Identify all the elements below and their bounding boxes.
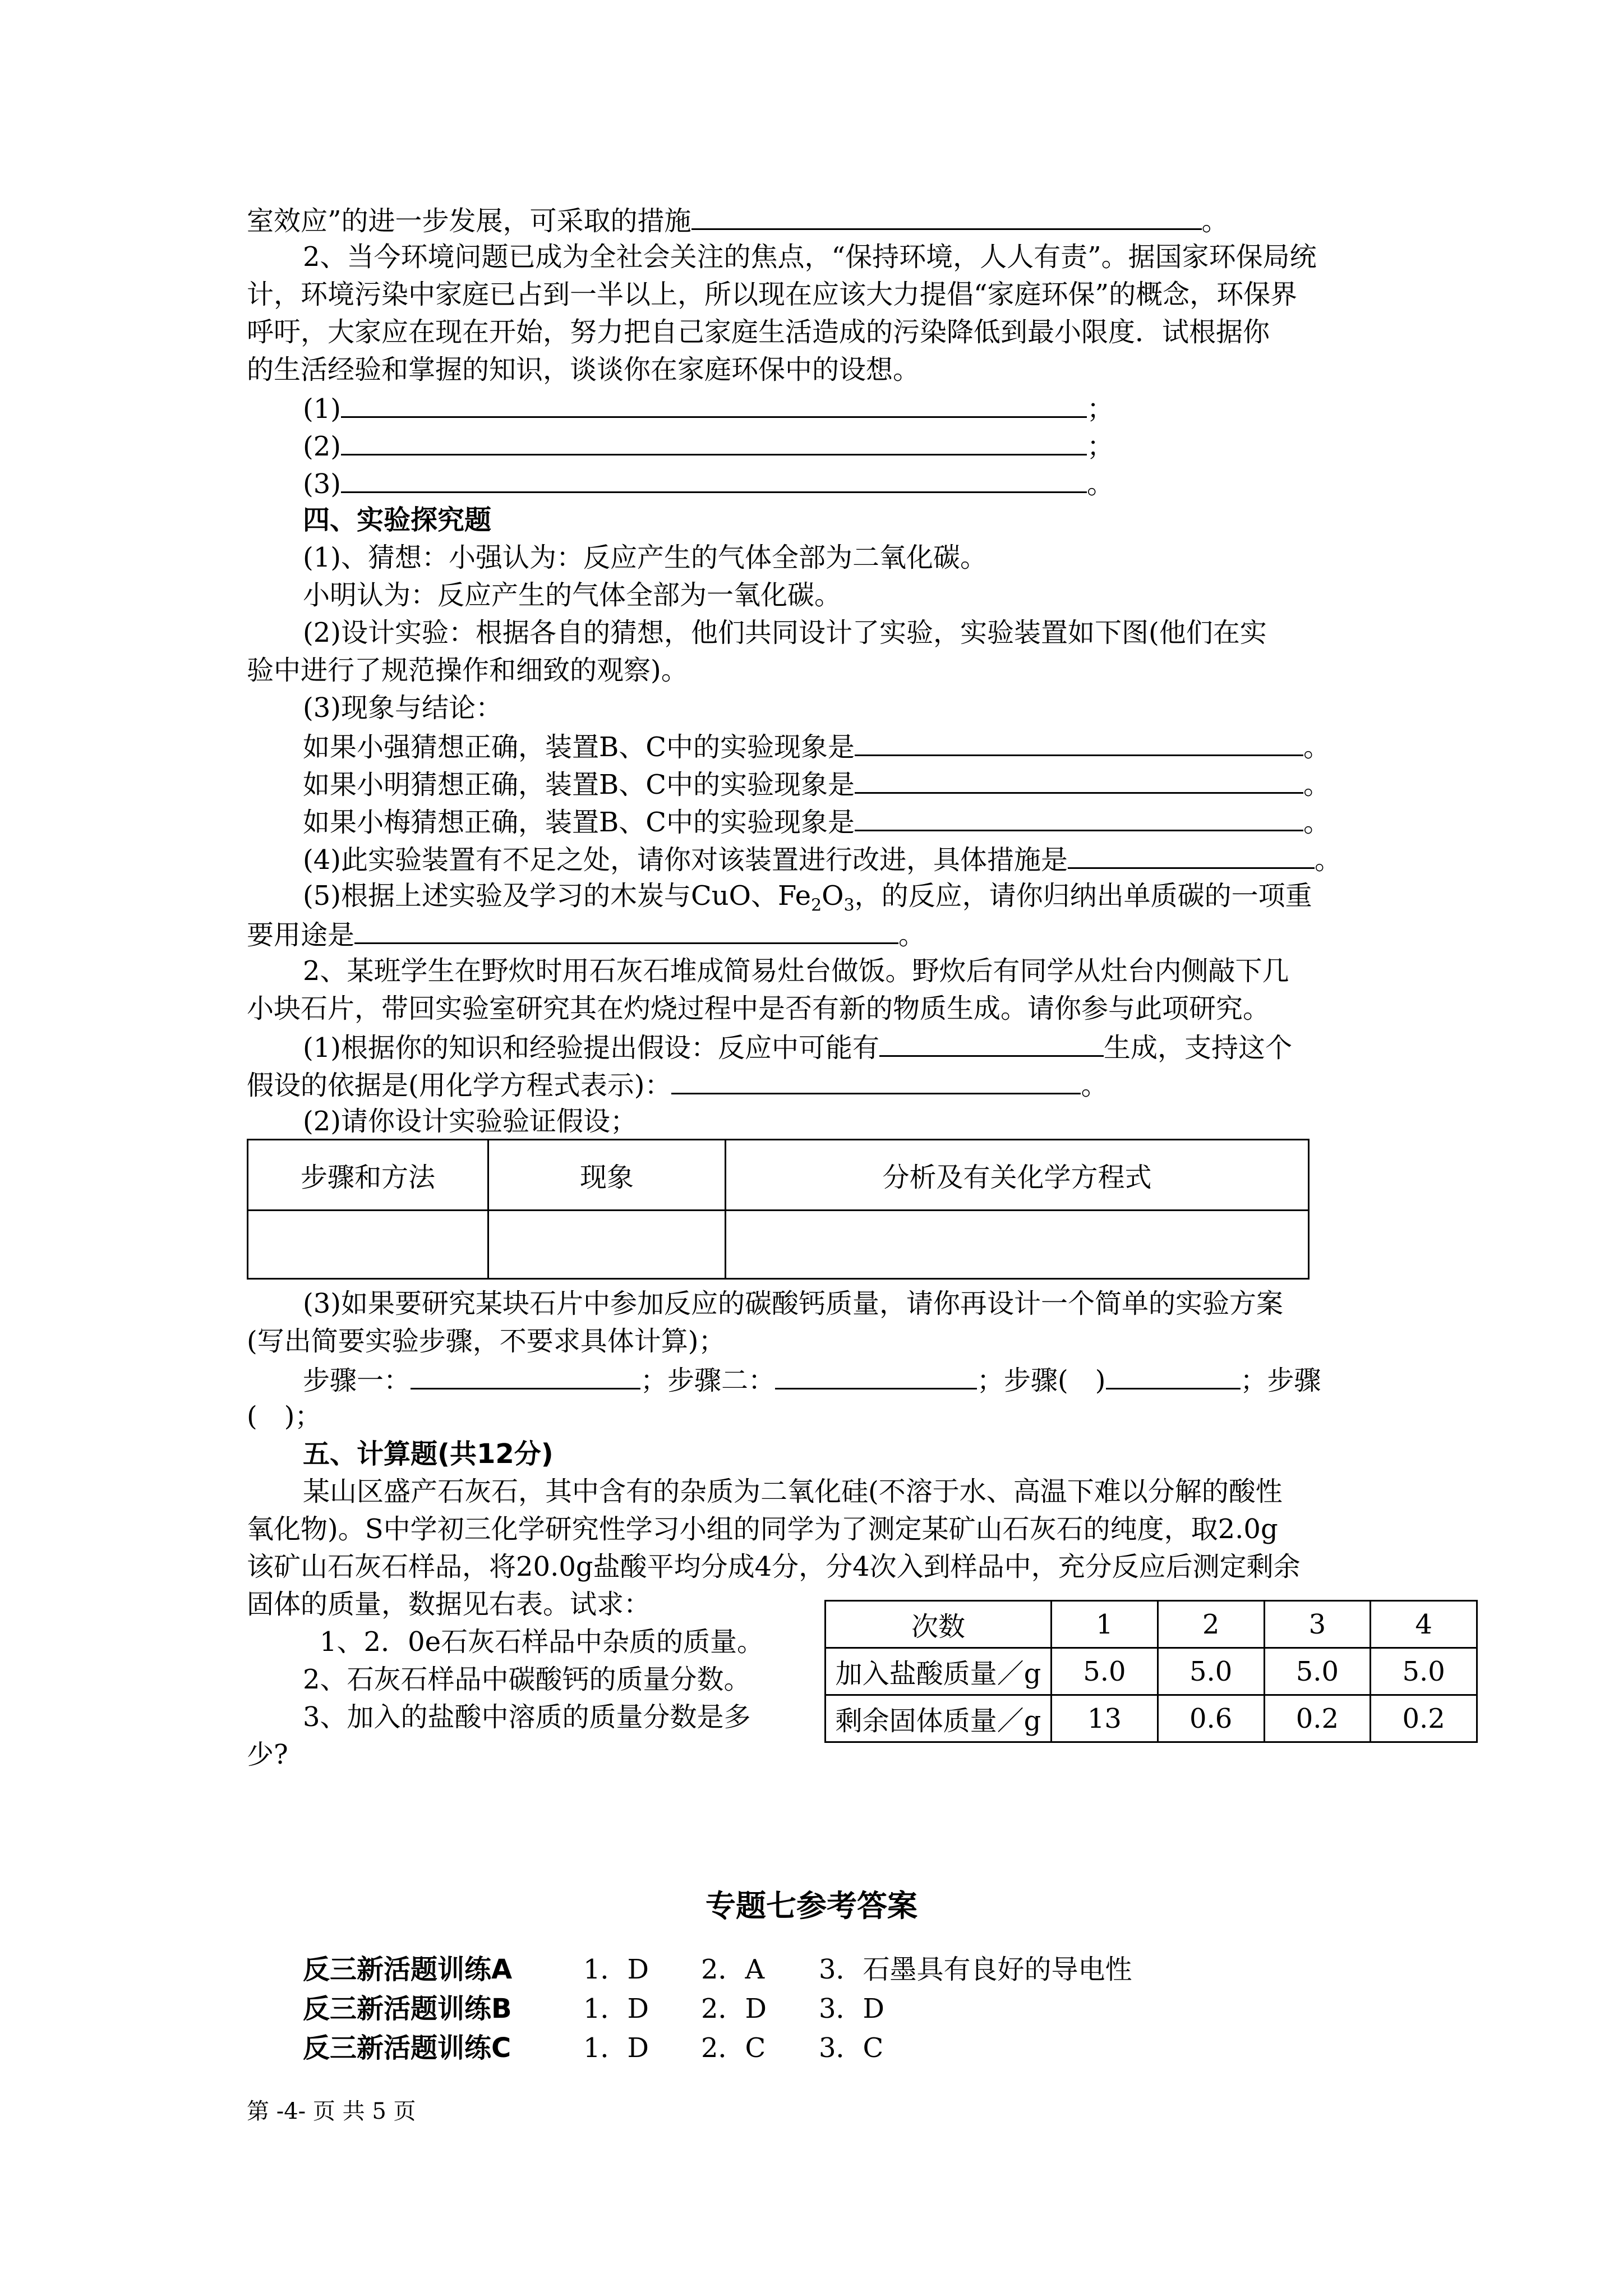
text: 。: [1081, 1070, 1108, 1101]
table-cell: 5.0: [1371, 1648, 1477, 1695]
table-header-cell: 3: [1264, 1601, 1371, 1648]
text: ；: [1087, 431, 1114, 462]
text: (1)根据你的知识和经验提出假设：反应中可能有: [303, 1032, 879, 1064]
answer-blank: [855, 726, 1303, 756]
q1-continuation: [247, 200, 1229, 240]
text: 。: [1201, 205, 1229, 237]
item-number: (1): [303, 393, 341, 425]
s4-line-6: [303, 726, 1330, 766]
answer-value: 3．C: [819, 2032, 884, 2064]
text: 生成，支持这个: [1104, 1032, 1293, 1064]
s4-line-5: (3)现象与结论：: [303, 692, 502, 724]
answer-blank: [354, 914, 898, 944]
answer-blank: [1068, 839, 1315, 869]
answer-blank: [1106, 1360, 1241, 1389]
answer-label: 反三新活题训练A: [303, 1954, 513, 1985]
table-cell: 加入盐酸质量／g: [826, 1648, 1052, 1695]
s5-question-3-cont: 少?: [247, 1739, 288, 1770]
section-5-heading: 五、计算题(共12分): [303, 1438, 554, 1470]
text: 。: [1303, 731, 1331, 763]
text: 。: [898, 919, 926, 951]
answer-blank: [855, 802, 1303, 831]
item-number: (2): [303, 431, 341, 462]
text: ；步骤( ): [977, 1365, 1106, 1396]
text: 要用途是: [247, 919, 355, 951]
text: ；步骤二：: [640, 1365, 776, 1396]
text: ，的反应，请你归纳出单质碳的一项重: [854, 880, 1312, 912]
table-row: [248, 1211, 1309, 1279]
answer-row-c: [303, 2029, 883, 2067]
answer-value: 3．石墨具有良好的导电性: [819, 1954, 1132, 1985]
text: 室效应”的进一步发展，可采取的措施: [247, 205, 691, 237]
s4-q3-line-3: [303, 1360, 1321, 1400]
s5-line-3: 该矿山石灰石样品，将20.0g盐酸平均分成4分，分4次入到样品中，充分反应后测定剩余: [247, 1551, 1301, 1582]
s4-line-1: (1)、猜想：小强认为：反应产生的气体全部为二氧化碳。: [303, 542, 987, 573]
text: 假设的依据是(用化学方程式表示)：: [247, 1070, 672, 1101]
answer-value: 2．C: [701, 2032, 766, 2064]
text: (5)根据上述实验及学习的木炭与CuO、Fe: [303, 880, 811, 912]
s4-q3-line-2: (写出简要实验步骤，不要求具体计算)；: [247, 1326, 726, 1357]
text: (4)此实验装置有不足之处，请你对该装置进行改进，具体措施是: [303, 844, 1068, 876]
answer-blank: [879, 1027, 1104, 1057]
s5-line-2: 氧化物)。S中学初三化学研究性学习小组的同学为了测定某矿山石灰石的纯度，取2.0g: [247, 1513, 1278, 1545]
answer-blank: [775, 1360, 977, 1389]
experiment-table: [247, 1139, 1310, 1280]
table-cell: 0.2: [1264, 1695, 1371, 1742]
subscript: 2: [811, 895, 822, 915]
table-cell: [248, 1211, 488, 1279]
table-cell: [488, 1211, 726, 1279]
table-header-cell: 现象: [488, 1140, 726, 1211]
answer-row-a: [303, 1950, 1132, 1989]
idea-item-2: [303, 426, 1114, 466]
answer-label: 反三新活题训练B: [303, 1993, 512, 2024]
text: 。: [1315, 844, 1342, 876]
text: 。: [1303, 769, 1331, 800]
text: ；: [1087, 393, 1114, 425]
text: 。: [1087, 468, 1114, 500]
table-header-cell: 分析及有关化学方程式: [726, 1140, 1309, 1211]
table-cell: [726, 1211, 1309, 1279]
text: 如果小梅猜想正确，装置B、C中的实验现象是: [303, 807, 855, 838]
idea-item-1: [303, 388, 1114, 428]
answer-blank: [341, 388, 1087, 418]
answer-blank: [691, 200, 1202, 230]
text: 如果小强猜想正确，装置B、C中的实验现象是: [303, 731, 855, 763]
table-row: [826, 1648, 1477, 1695]
answers-title: 专题七参考答案: [706, 1888, 917, 1924]
text: O: [822, 880, 844, 912]
s4-line-2: 小明认为：反应产生的气体全部为一氧化碳。: [303, 579, 842, 611]
table-cell: 0.2: [1371, 1695, 1477, 1742]
table-header-cell: 次数: [826, 1601, 1052, 1648]
section-4-heading: 四、实验探究题: [303, 504, 492, 536]
s5-line-4: 固体的质量，数据见右表。试求：: [247, 1589, 651, 1620]
s4-q2-line-1: 2、某班学生在野炊时用石灰石堆成简易灶台做饭。野炊后有同学从灶台内侧敲下几: [303, 955, 1289, 987]
s5-question-2: 2、石灰石样品中碳酸钙的质量分数。: [303, 1664, 751, 1695]
s4-line-8: [303, 802, 1330, 841]
q2-line-4: 的生活经验和掌握的知识，谈谈你在家庭环保中的设想。: [247, 354, 920, 385]
s4-line-3: (2)设计实验：根据各自的猜想，他们共同设计了实验，实验装置如下图(他们在实: [303, 617, 1267, 648]
answer-blank: [341, 463, 1087, 493]
page-footer: 第 -4- 页 共 5 页: [247, 2099, 416, 2124]
idea-item-3: [303, 463, 1114, 503]
answer-blank: [671, 1065, 1081, 1094]
data-table: [824, 1600, 1478, 1743]
table-header-cell: 4: [1371, 1601, 1477, 1648]
q2-line-3: 呼吁，大家应在现在开始，努力把自己家庭生活造成的污染降低到最小限度．试根据你: [247, 316, 1270, 348]
table-header-row: [248, 1140, 1309, 1211]
text: 步骤一：: [303, 1365, 411, 1396]
table-cell: 5.0: [1264, 1648, 1371, 1695]
text: 。: [1303, 807, 1331, 838]
answer-row-b: [303, 1990, 884, 2028]
s4-q3-line-1: (3)如果要研究某块石片中参加反应的碳酸钙质量，请你再设计一个简单的实验方案: [303, 1288, 1283, 1319]
table-cell: 13: [1052, 1695, 1158, 1742]
table-header-cell: 2: [1158, 1601, 1264, 1648]
table-header-cell: 1: [1052, 1601, 1158, 1648]
s5-question-3: 3、加入的盐酸中溶质的质量分数是多: [303, 1701, 751, 1733]
table-cell: 5.0: [1052, 1648, 1158, 1695]
answer-blank: [341, 426, 1087, 455]
answer-value: 2．A: [701, 1954, 765, 1985]
s4-line-7: [303, 764, 1330, 804]
answer-value: 1．D: [583, 1954, 649, 1985]
s4-q3-line-4: ( )；: [247, 1401, 322, 1432]
table-cell: 0.6: [1158, 1695, 1264, 1742]
table-header-row: [826, 1601, 1477, 1648]
answer-value: 3．D: [819, 1993, 885, 2024]
answer-blank: [411, 1360, 640, 1389]
q2-line-1: 2、当今环境问题已成为全社会关注的焦点，“保持环境，人人有责”。据国家环保局统: [303, 241, 1317, 273]
s4-line-9: [303, 839, 1341, 879]
text: ；步骤: [1240, 1365, 1321, 1396]
item-number: (3): [303, 468, 341, 500]
s4-q2-line-4: [247, 1065, 1108, 1105]
answer-value: 2．D: [701, 1993, 767, 2024]
s4-q2-line-3: [303, 1027, 1292, 1067]
table-cell: 5.0: [1158, 1648, 1264, 1695]
table-header-cell: 步骤和方法: [248, 1140, 488, 1211]
table-cell: 剩余固体质量／g: [826, 1695, 1052, 1742]
answer-value: 1．D: [583, 1993, 649, 2024]
q2-line-2: 计，环境污染中家庭已占到一半以上，所以现在应该大力提倡“家庭环保”的概念，环保界: [247, 279, 1298, 310]
subscript: 3: [843, 895, 855, 915]
answer-value: 1．D: [583, 2032, 649, 2064]
table-row: [826, 1695, 1477, 1742]
s4-q2-line-5: (2)请你设计实验验证假设；: [303, 1106, 637, 1137]
text: 如果小明猜想正确，装置B、C中的实验现象是: [303, 769, 855, 800]
s4-line-11: [247, 914, 925, 954]
answer-blank: [855, 764, 1303, 794]
s5-question-1: 1、2．0e石灰石样品中杂质的质量。: [320, 1626, 764, 1658]
answer-label: 反三新活题训练C: [303, 2032, 511, 2064]
s5-line-1: 某山区盛产石灰石，其中含有的杂质为二氧化硅(不溶于水、高温下难以分解的酸性: [303, 1476, 1283, 1507]
s4-q2-line-2: 小块石片，带回实验室研究其在灼烧过程中是否有新的物质生成。请你参与此项研究。: [247, 993, 1270, 1024]
s4-line-4: 验中进行了规范操作和细致的观察)。: [247, 655, 688, 686]
